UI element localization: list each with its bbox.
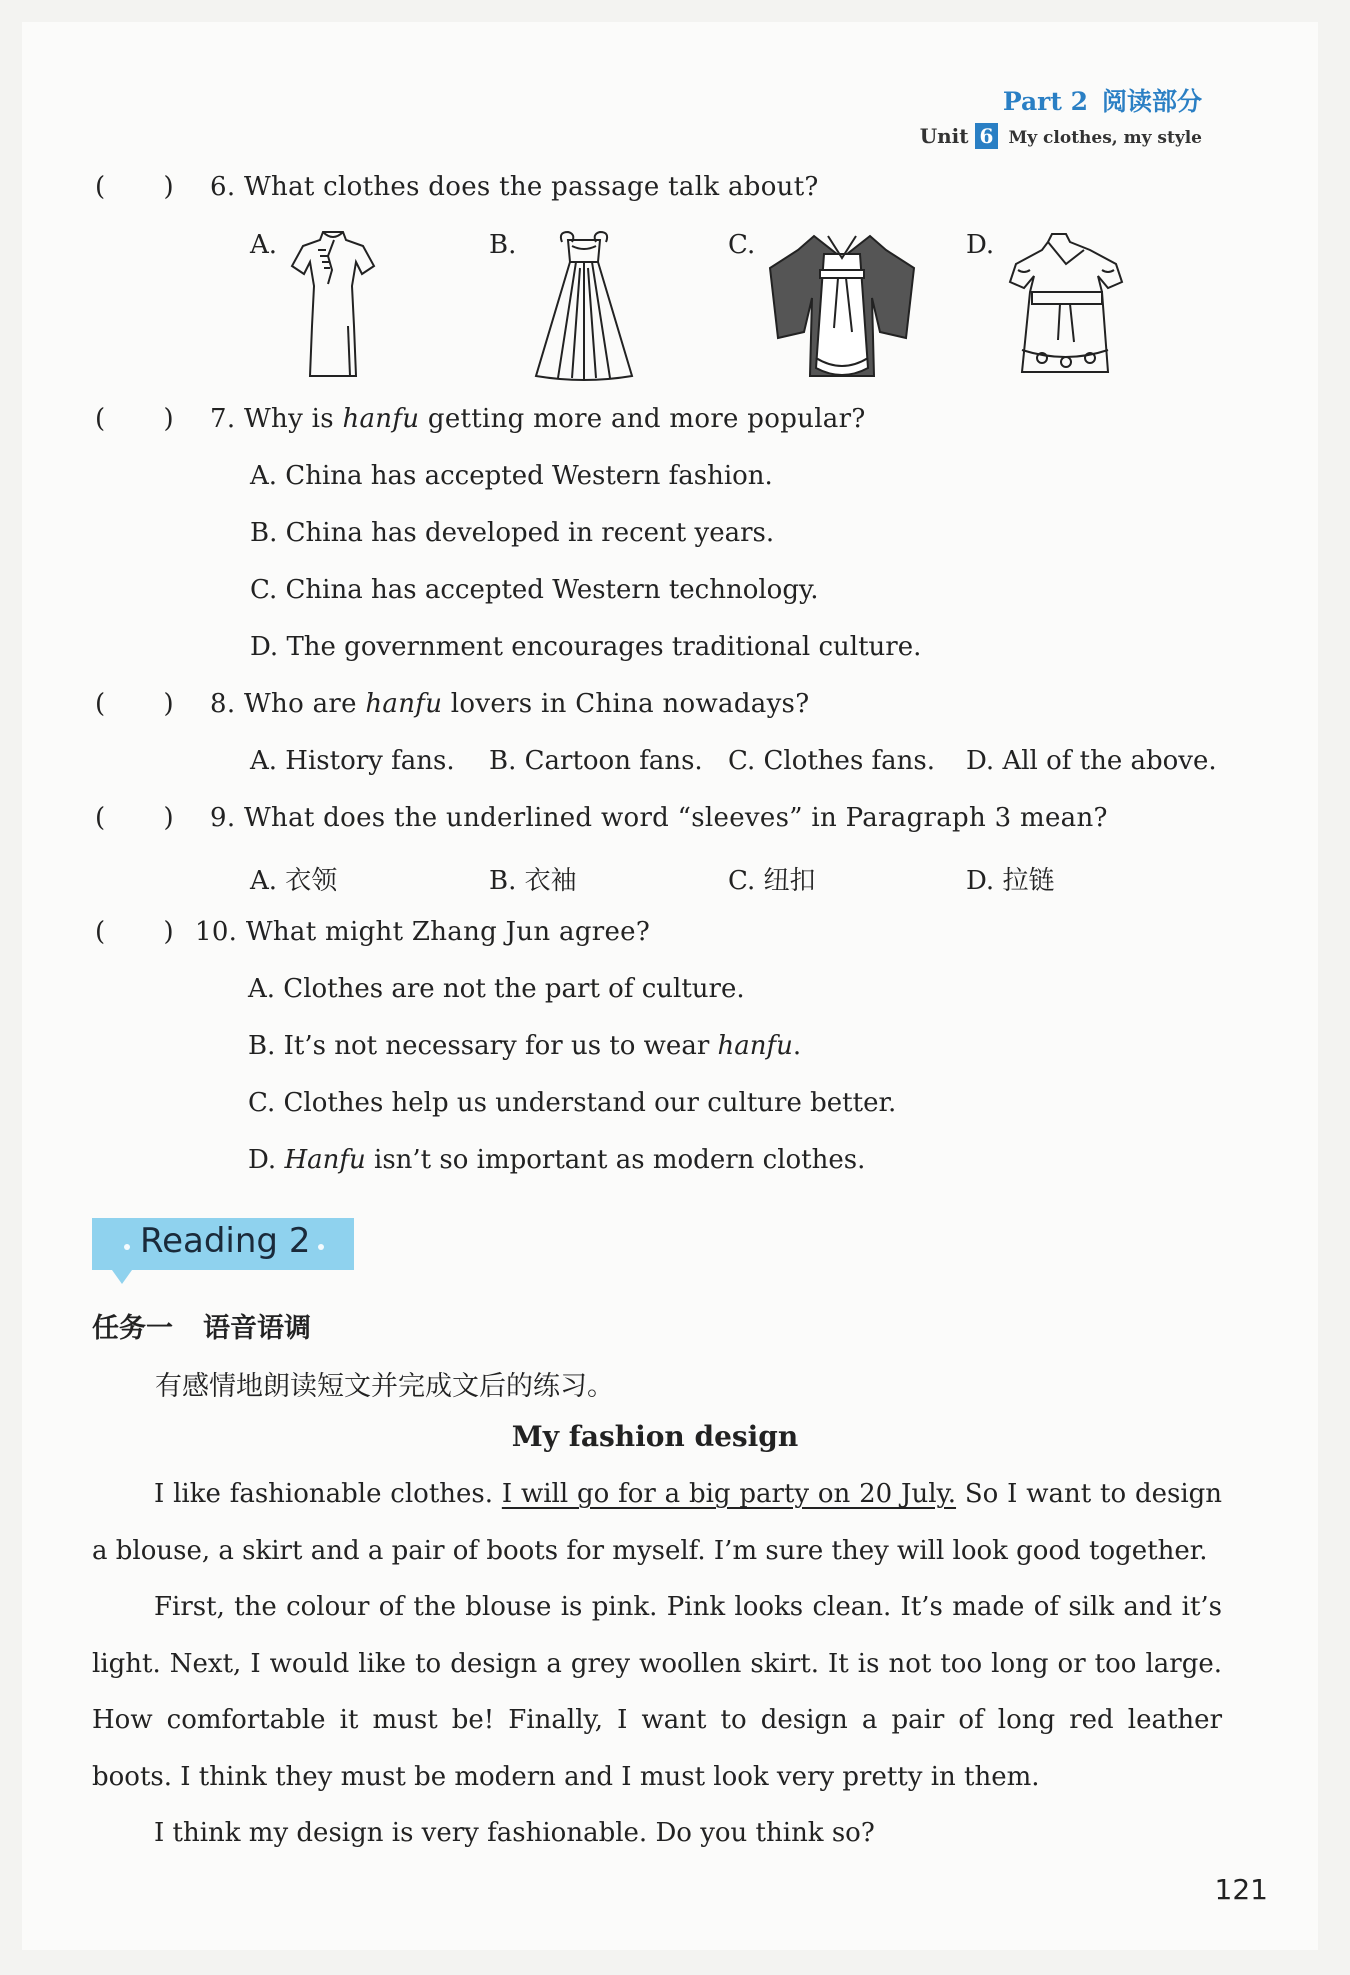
paragraph-1: I like fashionable clothes. I will go for a big party on 20 July. So I want to design a blouse, a skirt and a pair of boots for myself. I’m sure they will look good together. (92, 1479, 1223, 1566)
part-cn-label: 阅读部分 (1101, 87, 1202, 116)
passage-title: My fashion design (511, 1420, 799, 1453)
hanfu-robe-image (768, 228, 916, 384)
paragraph-3: I think my design is very fashionable. Do you think so? (154, 1818, 875, 1848)
option-8b: B. Cartoon fans. (489, 746, 703, 776)
option-8d: D. All of the above. (966, 746, 1217, 776)
section-title: Reading 2 (140, 1221, 311, 1261)
answer-blank-7[interactable]: ( ) (95, 404, 174, 434)
option-10d: D. Hanfu isn’t so important as modern clothes. (248, 1145, 866, 1175)
instruction-text: 有感情地朗读短文并完成文后的练习。 (155, 1371, 614, 1402)
part-label: Part 2 (1002, 87, 1088, 116)
option-9b: B. 衣袖 (489, 866, 577, 896)
unit-label: Unit (919, 124, 969, 148)
option-6a-label: A. (250, 230, 278, 260)
answer-blank-6[interactable]: ( ) (95, 172, 174, 202)
option-9a: A. 衣领 (250, 866, 338, 896)
answer-blank-10[interactable]: ( ) (95, 917, 174, 947)
banner-dot (124, 1244, 130, 1250)
option-8a: A. History fans. (250, 746, 455, 776)
hanfu-dress-image (1008, 230, 1124, 380)
answer-blank-9[interactable]: ( ) (95, 803, 174, 833)
part-heading (1003, 82, 1202, 118)
option-6b-label: B. (489, 230, 517, 260)
option-10c: C. Clothes help us understand our culture better. (248, 1088, 897, 1118)
option-6c-label: C. (728, 230, 756, 260)
unit-heading (920, 123, 1202, 149)
banner-dot (318, 1244, 324, 1250)
qipao-dress-image (288, 226, 378, 382)
option-7a: A. China has accepted Western fashion. (250, 461, 773, 491)
option-8c: C. Clothes fans. (728, 746, 936, 776)
unit-number-badge: 6 (975, 123, 999, 149)
question-number: 6. (210, 172, 236, 202)
question-7: 7. Why is hanfu getting more and more popular? (210, 404, 866, 434)
option-7d: D. The government encourages traditional culture. (250, 632, 922, 662)
option-10a: A. Clothes are not the part of culture. (248, 974, 745, 1004)
banner-tail (112, 1270, 132, 1284)
question-10: 10. What might Zhang Jun agree? (195, 917, 651, 947)
option-7c: C. China has accepted Western technology. (250, 575, 819, 605)
option-6d-label: D. (966, 230, 995, 260)
underlined-sentence: I will go for a big party on 20 July. (501, 1479, 957, 1509)
option-9c: C. 纽扣 (728, 866, 816, 896)
option-9d: D. 拉链 (966, 866, 1055, 896)
paragraph-2: First, the colour of the blouse is pink. Pink looks clean. It’s made of silk and it’s light. Next, I would like to design a grey woollen skirt. It is not too long or too large. How comfortable it must be! Finally, I want to design a pair of long red leather boots. I think they must be modern and I must look very pretty in them. (92, 1592, 1222, 1792)
task-heading: 任务一 语音语调 (92, 1313, 311, 1344)
answer-blank-8[interactable]: ( ) (95, 689, 174, 719)
passage-body (92, 1466, 1222, 1862)
question-stem: What clothes does the passage talk about? (244, 172, 819, 202)
question-8: 8. Who are hanfu lovers in China nowadays? (210, 689, 810, 719)
page-number: 121 (1214, 1873, 1268, 1906)
question-6 (210, 172, 819, 202)
unit-title: My clothes, my style (1008, 128, 1202, 148)
option-7b: B. China has developed in recent years. (250, 518, 775, 548)
gown-dress-image (528, 228, 640, 384)
question-9: 9. What does the underlined word “sleeves” in Paragraph 3 mean? (210, 803, 1108, 833)
option-10b: B. It’s not necessary for us to wear hanfu. (248, 1031, 802, 1061)
